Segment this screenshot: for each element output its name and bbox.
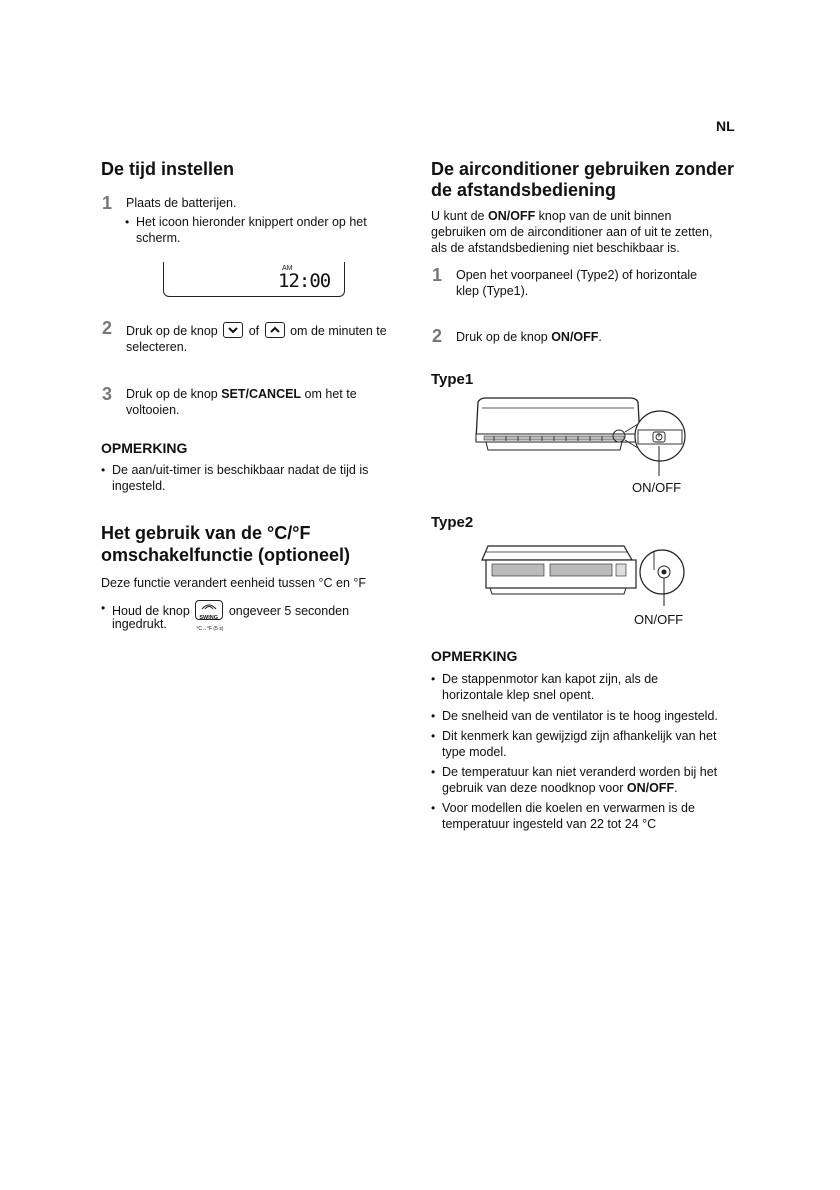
step-text-part: of — [248, 324, 260, 338]
type2-unit-illustration — [474, 540, 700, 620]
language-code: NL — [716, 118, 735, 134]
section-title-no-remote-line2: de afstandsbediening — [431, 180, 617, 200]
section-title-no-remote: De airconditioner gebruiken zonder — [431, 159, 735, 179]
type2-on-off-label: ON/OFF — [634, 612, 684, 627]
step-text — [126, 386, 357, 402]
step-text-part: om het te — [301, 387, 357, 401]
bullet-part: Houd de knop — [112, 604, 190, 618]
on-off-label: ON/OFF — [551, 330, 599, 344]
swing-key-sublabel: °C↔°F (5 s) — [196, 626, 224, 632]
intro-part: knop van de unit binnen — [535, 209, 672, 223]
note-bullet — [431, 671, 742, 703]
note-line: type model. — [442, 745, 507, 759]
step-text — [126, 322, 406, 355]
step-text: voltooien. — [126, 403, 180, 417]
step-text-part: Druk op de knop — [126, 387, 222, 401]
swing-key-label: SWING — [199, 615, 218, 621]
note-line: De stappenmotor kan kapot zijn, als de — [442, 672, 659, 686]
intro-part: U kunt de — [431, 209, 488, 223]
step-number: 1 — [102, 193, 113, 213]
note-title: OPMERKING — [101, 440, 188, 456]
note-line: gebruik van deze noodknop voor — [442, 781, 627, 795]
section-title-time: De tijd instellen — [101, 159, 235, 179]
step-text-part: om de minuten te selecteren. — [126, 324, 387, 354]
on-off-label: ON/OFF — [487, 209, 536, 223]
down-key-icon — [223, 322, 243, 338]
note-line: temperatuur ingesteld van 22 tot 24 °C — [442, 817, 657, 831]
type2-title: Type2 — [431, 514, 474, 531]
swing-button-icon — [195, 600, 224, 632]
note-line: De temperatuur kan niet veranderd worden bij het — [442, 765, 718, 779]
up-key-icon — [265, 322, 285, 338]
note-line: Dit kenmerk kan gewijzigd zijn afhankelijk van het — [442, 729, 717, 743]
note-title: OPMERKING — [431, 648, 518, 664]
lcd-time: 12:00 — [278, 270, 331, 292]
intro-text — [431, 208, 671, 224]
step-text: Plaats de batterijen. — [126, 196, 237, 210]
intro-text-line2: gebruiken om de airconditioner aan of uit te zetten, — [431, 225, 713, 239]
intro-text-line3: als de afstandsbediening niet beschikbaar is. — [431, 241, 680, 255]
type1-title: Type1 — [431, 371, 474, 388]
step-text-part: . — [598, 330, 602, 344]
note-line: Voor modellen die koelen en verwarmen is de — [442, 801, 695, 815]
lcd-am-label: AM — [282, 265, 293, 272]
type1-on-off-label: ON/OFF — [632, 480, 682, 495]
bullet-line2: ingedrukt. — [112, 617, 167, 631]
step-number: 3 — [102, 384, 113, 404]
note-bullet — [431, 764, 742, 796]
conversion-text: Deze functie verandert eenheid tussen °C en °F — [101, 576, 367, 590]
note-bullet — [431, 728, 742, 760]
note-bullet: • De aan/uit-timer is beschikbaar nadat de tijd is ingesteld. — [101, 462, 402, 494]
lcd-display — [163, 262, 345, 297]
note-line: horizontale klep snel opent. — [442, 688, 595, 702]
step-text: Open het voorpaneel (Type2) of horizontale — [456, 268, 698, 282]
note-line: De snelheid van de ventilator is te hoog ingesteld. — [442, 709, 718, 723]
note-bullet — [431, 708, 752, 724]
step-number: 2 — [432, 326, 443, 346]
on-off-label: ON/OFF — [626, 781, 675, 795]
note-bullet — [431, 800, 742, 832]
note-line: . — [674, 781, 678, 795]
step-text — [456, 329, 602, 345]
step-bullet: • Het icoon hieronder knippert onder op het scherm. — [125, 214, 401, 246]
step-text-part: Druk op de knop — [126, 324, 218, 338]
step-number: 2 — [102, 318, 113, 338]
section-title-unit-line2: omschakelfunctie (optioneel) — [101, 545, 351, 565]
section-title-unit: Het gebruik van de °C/°F — [101, 523, 311, 543]
step-text: klep (Type1). — [456, 284, 529, 298]
step-number: 1 — [432, 265, 443, 285]
bullet-part: ongeveer 5 seconden — [228, 604, 350, 618]
step-text-part: Druk op de knop — [456, 330, 552, 344]
set-cancel-label: SET/CANCEL — [221, 387, 302, 401]
